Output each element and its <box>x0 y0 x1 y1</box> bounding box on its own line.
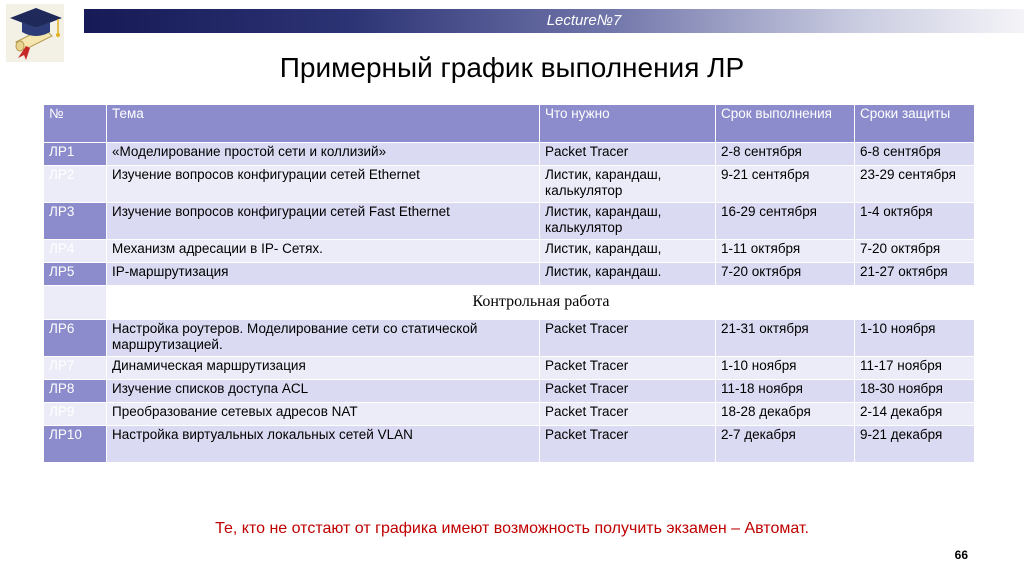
page-number: 66 <box>954 548 968 562</box>
table-row <box>44 203 975 240</box>
column-header-defense: Сроки защиты <box>855 105 975 143</box>
row-need: Packet Tracer <box>540 357 716 380</box>
row-deadline: 16-29 сентября <box>716 203 855 240</box>
row-deadline: 1-11 октября <box>716 240 855 263</box>
column-header-need: Что нужно <box>540 105 716 143</box>
table-row <box>44 166 975 203</box>
row-code: ЛР8 <box>44 380 107 403</box>
row-defense: 6-8 сентября <box>855 143 975 166</box>
row-need: Packet Tracer <box>540 380 716 403</box>
control-work-row <box>44 286 975 320</box>
row-code: ЛР6 <box>44 320 107 357</box>
row-defense: 23-29 сентября <box>855 166 975 203</box>
row-topic: Преобразование сетевых адресов NAT <box>107 403 540 426</box>
row-code: ЛР2 <box>44 166 107 203</box>
row-topic: «Моделирование простой сети и коллизий» <box>107 143 540 166</box>
header-bar <box>84 9 1024 33</box>
row-topic: IP-маршрутизация <box>107 263 540 286</box>
row-code: ЛР4 <box>44 240 107 263</box>
row-need: Packet Tracer <box>540 143 716 166</box>
row-topic: Механизм адресации в IP- Сетях. <box>107 240 540 263</box>
row-topic: Изучение списков доступа ACL <box>107 380 540 403</box>
row-code: ЛР5 <box>44 263 107 286</box>
column-header-number: № <box>44 105 107 143</box>
row-need: Листик, карандаш, <box>540 240 716 263</box>
row-code: ЛР9 <box>44 403 107 426</box>
row-deadline: 1-10 ноября <box>716 357 855 380</box>
row-topic: Настройка роутеров. Моделирование сети со статической маршрутизацией. <box>107 320 540 357</box>
row-topic: Настройка виртуальных локальных сетей VLAN <box>107 426 540 463</box>
row-deadline: 21-31 октября <box>716 320 855 357</box>
row-need: Packet Tracer <box>540 320 716 357</box>
table-row <box>44 263 975 286</box>
row-deadline: 11-18 ноября <box>716 380 855 403</box>
row-defense: 11-17 ноября <box>855 357 975 380</box>
row-code: ЛР1 <box>44 143 107 166</box>
schedule-table <box>43 104 975 463</box>
row-defense: 21-27 октября <box>855 263 975 286</box>
row-need: Листик, карандаш. <box>540 263 716 286</box>
row-topic: Динамическая маршрутизация <box>107 357 540 380</box>
table-row <box>44 426 975 463</box>
row-defense: 18-30 ноября <box>855 380 975 403</box>
row-topic: Изучение вопросов конфигурации сетей Ethernet <box>107 166 540 203</box>
row-need: Листик, карандаш, калькулятор <box>540 166 716 203</box>
table-row <box>44 380 975 403</box>
table-row <box>44 320 975 357</box>
table-row <box>44 403 975 426</box>
row-defense: 2-14 декабря <box>855 403 975 426</box>
control-work-label: Контрольная работа <box>107 286 975 320</box>
row-need: Packet Tracer <box>540 426 716 463</box>
column-header-deadline: Срок выполнения <box>716 105 855 143</box>
row-deadline: 18-28 декабря <box>716 403 855 426</box>
row-code: ЛР10 <box>44 426 107 463</box>
row-deadline: 2-8 сентября <box>716 143 855 166</box>
row-deadline: 9-21 сентября <box>716 166 855 203</box>
row-topic: Изучение вопросов конфигурации сетей Fast Ethernet <box>107 203 540 240</box>
row-code: ЛР7 <box>44 357 107 380</box>
footnote: Те, кто не отстают от графика имеют возможность получить экзамен – Автомат. <box>215 520 809 537</box>
table-row <box>44 143 975 166</box>
row-defense: 9-21 декабря <box>855 426 975 463</box>
column-header-topic: Тема <box>107 105 540 143</box>
table-header-row <box>44 105 975 143</box>
row-deadline: 2-7 декабря <box>716 426 855 463</box>
row-defense: 7-20 октября <box>855 240 975 263</box>
row-defense: 1-4 октября <box>855 203 975 240</box>
slide-title: Примерный график выполнения ЛР <box>279 52 745 83</box>
table-row <box>44 357 975 380</box>
row-code: ЛР3 <box>44 203 107 240</box>
row-need: Листик, карандаш, калькулятор <box>540 203 716 240</box>
row-defense: 1-10 ноября <box>855 320 975 357</box>
row-deadline: 7-20 октября <box>716 263 855 286</box>
lecture-label: Lecture№7 <box>546 12 622 29</box>
row-need: Packet Tracer <box>540 403 716 426</box>
table-row <box>44 240 975 263</box>
row-code-empty <box>44 286 107 320</box>
